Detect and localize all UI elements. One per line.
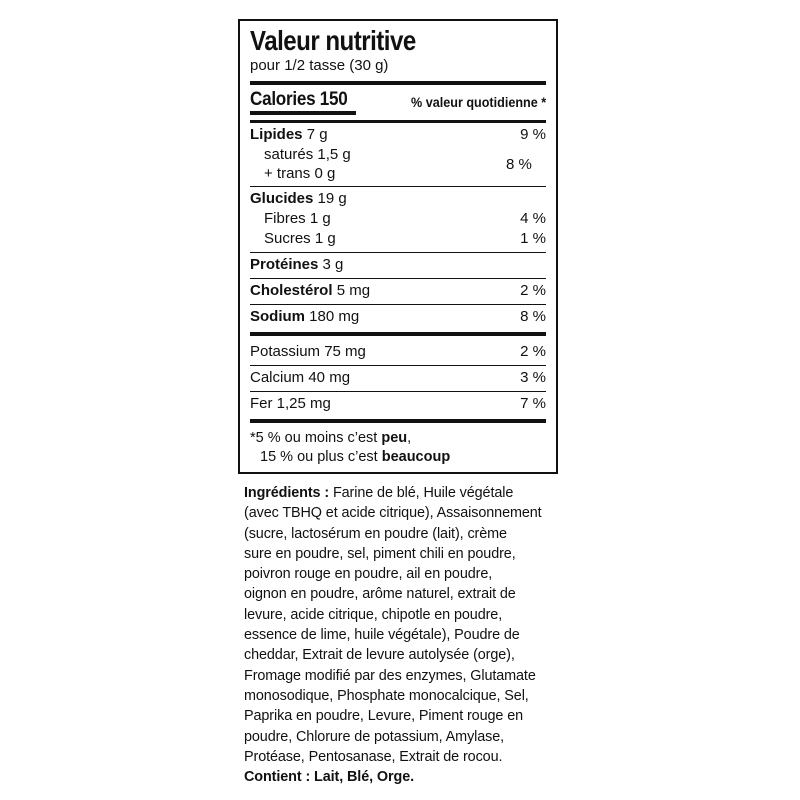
- nutrition-facts-panel: [238, 19, 558, 474]
- sodium-row: [250, 305, 546, 330]
- fat-block: [250, 123, 546, 186]
- proteines-row: [250, 253, 546, 278]
- sucres-label: Sucres 1 g: [264, 230, 336, 247]
- cholesterol-pct: 2 %: [520, 282, 546, 299]
- footnote-emphasis: peu: [381, 430, 408, 446]
- calcium-pct: 3 %: [520, 369, 546, 386]
- ingredients-line: Protéase, Pentosanase, Extrait de rocou.: [244, 748, 503, 765]
- ingredients-label: Ingrédients :: [244, 485, 330, 501]
- ingredients-line: (sucre, lactosérum en poudre (lait), crème: [244, 525, 507, 542]
- ingredients-line: levure, acide citrique, chipotle en poudre,: [244, 606, 503, 623]
- serving-size: pour 1/2 tasse (30 g): [250, 57, 389, 74]
- calories-underline: [250, 111, 356, 115]
- potassium-row: [250, 336, 546, 365]
- sodium-pct: 8 %: [520, 308, 546, 325]
- glucides-row: [250, 189, 546, 209]
- sucres-pct: 1 %: [520, 230, 546, 247]
- footnote-emphasis: beaucoup: [381, 449, 451, 465]
- fer-row: [250, 392, 546, 417]
- glucides-amount: 19 g: [317, 190, 347, 207]
- ingredients-line: monosodique, Phosphate monocalcique, Sel,: [244, 687, 529, 704]
- ingredients-line: sure en poudre, sel, piment chili en poudre,: [244, 545, 516, 562]
- ingredients-line: poivron rouge en poudre, ail en poudre,: [244, 566, 493, 583]
- glucides-label: Glucides: [250, 190, 314, 207]
- saturated-trans-group: [250, 145, 546, 183]
- ingredients-text: Farine de blé, Huile végétale: [329, 485, 514, 501]
- potassium-label: Potassium 75 mg: [250, 343, 366, 360]
- cholesterol-label: Cholestérol: [250, 282, 333, 299]
- lipides-row: [250, 125, 546, 145]
- panel-title: Valeur nutritive: [250, 25, 416, 56]
- sodium-label: Sodium: [250, 308, 305, 325]
- proteines-label: Protéines: [250, 256, 319, 273]
- footnote-text: ,: [407, 430, 412, 446]
- lipides-pct: 9 %: [520, 126, 546, 143]
- ingredients-line: Fromage modifié par des enzymes, Glutamate: [244, 667, 536, 684]
- ingredients-line: cheddar, Extrait de levure autolysée (orge),: [244, 647, 515, 664]
- ingredients-line: Paprika en poudre, Levure, Piment rouge en: [244, 708, 523, 725]
- calcium-row: [250, 366, 546, 391]
- proteines-amount: 3 g: [322, 256, 344, 273]
- footnote: [250, 423, 546, 467]
- ingredients-list: [244, 483, 564, 787]
- trans-pct: 8 %: [506, 155, 532, 173]
- cholesterol-row: [250, 279, 546, 304]
- fer-label: Fer 1,25 mg: [250, 395, 331, 412]
- cholesterol-amount: 5 mg: [336, 282, 371, 299]
- daily-value-header: % valeur quotidienne *: [410, 94, 546, 110]
- footnote-line-2: [250, 448, 546, 467]
- allergen-statement: Contient : Lait, Blé, Orge.: [244, 769, 414, 786]
- fibres-row: [250, 209, 546, 229]
- calories-label: Calories 150: [250, 89, 348, 110]
- trans-label: + trans 0 g: [264, 165, 336, 182]
- potassium-pct: 2 %: [520, 343, 546, 360]
- footnote-text: 15 % ou plus c’est: [260, 449, 382, 465]
- sodium-amount: 180 mg: [309, 308, 360, 325]
- fibres-pct: 4 %: [520, 210, 546, 227]
- satures-label: saturés 1,5 g: [264, 146, 351, 163]
- calories-row: [250, 85, 546, 116]
- calcium-label: Calcium 40 mg: [250, 369, 351, 386]
- ingredients-line: oignon en poudre, arôme naturel, extrait de: [244, 586, 516, 603]
- ingredients-line: poudre, Chlorure de potassium, Amylase,: [244, 728, 505, 745]
- ingredients-line: [244, 483, 564, 503]
- ingredients-line: (avec TBHQ et acide citrique), Assaisonnement: [244, 505, 542, 522]
- carb-block: [250, 187, 546, 252]
- fibres-label: Fibres 1 g: [264, 210, 331, 227]
- fer-pct: 7 %: [520, 395, 546, 412]
- lipides-amount: 7 g: [306, 126, 328, 143]
- sucres-row: [250, 229, 546, 249]
- footnote-text: *5 % ou moins c’est: [250, 430, 382, 446]
- footnote-line-1: [250, 429, 546, 448]
- lipides-label: Lipides: [250, 126, 303, 143]
- ingredients-line: essence de lime, huile végétale), Poudre de: [244, 627, 520, 644]
